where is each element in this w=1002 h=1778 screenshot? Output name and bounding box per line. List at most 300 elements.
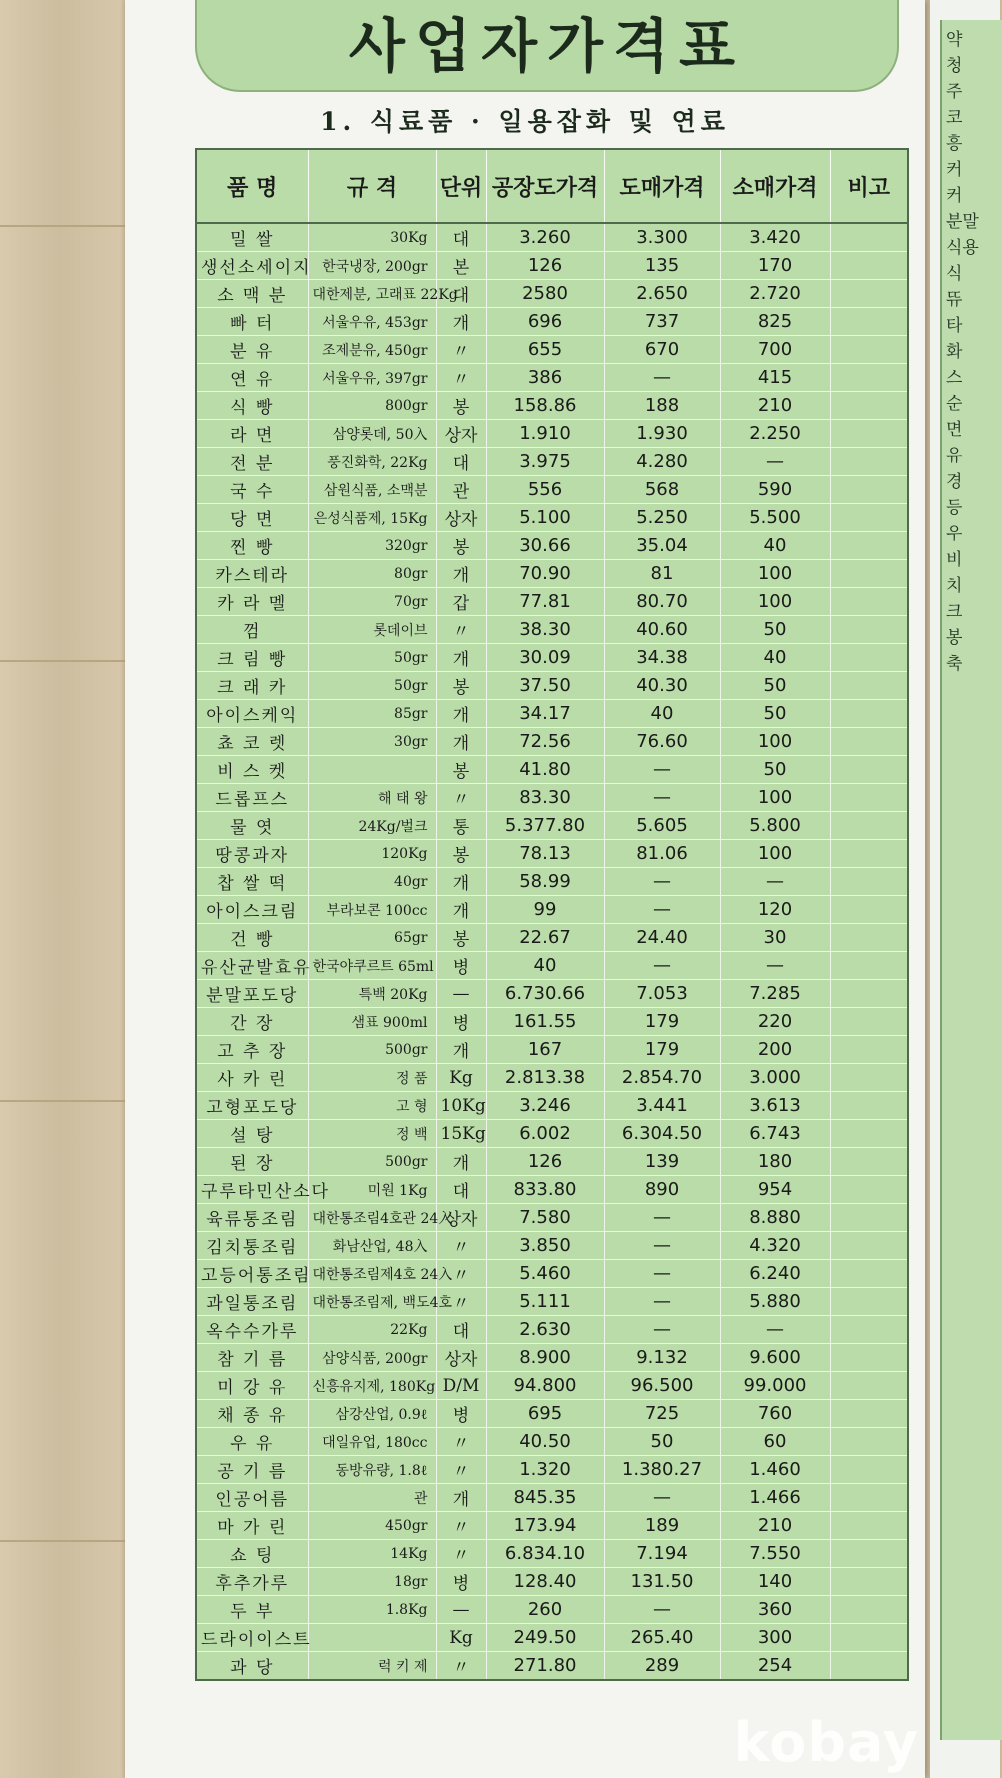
cell-spec: 18gr (308, 1568, 436, 1596)
cell-wholesale-price: 35.04 (604, 532, 720, 560)
cell-spec: 30Kg (308, 223, 436, 252)
cell-factory-price: 271.80 (486, 1652, 604, 1681)
table-row (196, 476, 908, 504)
price-rows (196, 223, 908, 1680)
cell-retail-price: 1.466 (720, 1484, 830, 1512)
cell-retail-price: 40 (720, 644, 830, 672)
cell-spec: 대한통조림제, 백도4호 (308, 1288, 436, 1316)
cell-retail-price: 170 (720, 252, 830, 280)
cell-wholesale-price: 4.280 (604, 448, 720, 476)
cell-spec: 80gr (308, 560, 436, 588)
cell-wholesale-price: 3.441 (604, 1092, 720, 1120)
cell-retail-price: 8.880 (720, 1204, 830, 1232)
cell-note (830, 1260, 908, 1288)
table-row (196, 336, 908, 364)
cell-spec: 은성식품제, 15Kg (308, 504, 436, 532)
cell-retail-price: 954 (720, 1176, 830, 1204)
header-item-name: 품 명 (196, 149, 308, 223)
cell-spec: 40gr (308, 868, 436, 896)
table-row (196, 1036, 908, 1064)
table-row (196, 1652, 908, 1681)
cell-note (830, 1540, 908, 1568)
cell-item-name: 과일통조림 (196, 1288, 308, 1316)
cell-note (830, 1288, 908, 1316)
table-row (196, 952, 908, 980)
cell-unit: 봉 (436, 840, 486, 868)
cell-item-name: 껌 (196, 616, 308, 644)
cell-spec: 500gr (308, 1036, 436, 1064)
table-row (196, 504, 908, 532)
cell-retail-price: 5.800 (720, 812, 830, 840)
table-row (196, 364, 908, 392)
cell-unit: 봉 (436, 672, 486, 700)
section-title: 1. 식료품 · 일용잡화 및 연료 (320, 107, 730, 136)
cell-item-name: 빠 터 (196, 308, 308, 336)
cell-item-name: 비 스 켓 (196, 756, 308, 784)
cell-factory-price: 58.99 (486, 868, 604, 896)
cell-spec (308, 1624, 436, 1652)
cell-factory-price: 30.66 (486, 532, 604, 560)
cell-unit: 개 (436, 896, 486, 924)
table-row (196, 1092, 908, 1120)
table-row (196, 672, 908, 700)
table-row (196, 1260, 908, 1288)
cell-retail-price: 6.240 (720, 1260, 830, 1288)
cell-spec: 삼양롯데, 50入 (308, 420, 436, 448)
cell-retail-price: 100 (720, 560, 830, 588)
cell-note (830, 1176, 908, 1204)
cell-factory-price: 41.80 (486, 756, 604, 784)
cell-note (830, 980, 908, 1008)
cell-retail-price: 100 (720, 840, 830, 868)
cell-unit: 〃 (436, 1428, 486, 1456)
cell-factory-price: 6.730.66 (486, 980, 604, 1008)
cell-note (830, 532, 908, 560)
adjacent-poster-char: 등 (946, 498, 963, 518)
cell-item-name: 땅콩과자 (196, 840, 308, 868)
table-row (196, 616, 908, 644)
cell-factory-price: 34.17 (486, 700, 604, 728)
cell-item-name: 김치통조림 (196, 1232, 308, 1260)
cell-note (830, 1204, 908, 1232)
cell-wholesale-price: 5.250 (604, 504, 720, 532)
adjacent-poster-char: 커 (946, 160, 963, 180)
cell-retail-price: 40 (720, 532, 830, 560)
cell-unit: 대 (436, 1316, 486, 1344)
cell-unit: 대 (436, 1176, 486, 1204)
cell-factory-price: 3.975 (486, 448, 604, 476)
cell-unit: 대 (436, 448, 486, 476)
cell-retail-price: 30 (720, 924, 830, 952)
cell-wholesale-price: — (604, 1232, 720, 1260)
cell-item-name: 연 유 (196, 364, 308, 392)
cell-unit: 10Kg (436, 1092, 486, 1120)
cell-unit: 대 (436, 223, 486, 252)
cell-unit: 상자 (436, 504, 486, 532)
cell-spec: 관 (308, 1484, 436, 1512)
cell-spec: 450gr (308, 1512, 436, 1540)
cell-item-name: 옥수수가루 (196, 1316, 308, 1344)
cell-item-name: 참 기 름 (196, 1344, 308, 1372)
table-row (196, 1316, 908, 1344)
cell-factory-price: 167 (486, 1036, 604, 1064)
cell-note (830, 644, 908, 672)
cell-factory-price: 83.30 (486, 784, 604, 812)
cell-factory-price: 655 (486, 336, 604, 364)
cell-unit: 개 (436, 644, 486, 672)
cell-note (830, 756, 908, 784)
cell-wholesale-price: 289 (604, 1652, 720, 1681)
cell-retail-price: 415 (720, 364, 830, 392)
cell-wholesale-price: 568 (604, 476, 720, 504)
cell-spec: 50gr (308, 672, 436, 700)
cell-item-name: 된 장 (196, 1148, 308, 1176)
cell-retail-price: 50 (720, 700, 830, 728)
cell-factory-price: 833.80 (486, 1176, 604, 1204)
cell-factory-price: 2.630 (486, 1316, 604, 1344)
cell-spec: 22Kg (308, 1316, 436, 1344)
cell-spec: 120Kg (308, 840, 436, 868)
poster-title: 사업자가격표 (348, 12, 746, 80)
cell-spec: 800gr (308, 392, 436, 420)
cell-note (830, 1036, 908, 1064)
cell-spec: 신흥유지제, 180Kg (308, 1372, 436, 1400)
cell-item-name: 찹 쌀 떡 (196, 868, 308, 896)
adjacent-poster (930, 0, 1000, 1778)
cell-wholesale-price: — (604, 1316, 720, 1344)
cell-retail-price: 4.320 (720, 1232, 830, 1260)
cell-wholesale-price: 40 (604, 700, 720, 728)
cell-retail-price: 99.000 (720, 1372, 830, 1400)
cell-retail-price: 100 (720, 728, 830, 756)
cell-note (830, 1344, 908, 1372)
cell-unit: 〃 (436, 784, 486, 812)
cell-spec: 동방유량, 1.8ℓ (308, 1456, 436, 1484)
cell-retail-price: 5.880 (720, 1288, 830, 1316)
cell-retail-price: 760 (720, 1400, 830, 1428)
cell-factory-price: 40 (486, 952, 604, 980)
cell-retail-price: 210 (720, 392, 830, 420)
cell-wholesale-price: 5.605 (604, 812, 720, 840)
adjacent-poster-char: 화 (946, 342, 963, 362)
cell-unit: 개 (436, 728, 486, 756)
cell-unit: — (436, 980, 486, 1008)
cell-factory-price: 249.50 (486, 1624, 604, 1652)
cell-factory-price: 22.67 (486, 924, 604, 952)
cell-spec: 85gr (308, 700, 436, 728)
table-row (196, 784, 908, 812)
cell-factory-price: 126 (486, 1148, 604, 1176)
cell-spec: 대한제분, 고래표 22Kg (308, 280, 436, 308)
cell-factory-price: 5.460 (486, 1260, 604, 1288)
header-note: 비고 (830, 149, 908, 223)
table-row (196, 1596, 908, 1624)
cell-retail-price: 9.600 (720, 1344, 830, 1372)
cell-item-name: 전 분 (196, 448, 308, 476)
cell-factory-price: 72.56 (486, 728, 604, 756)
cell-factory-price: 161.55 (486, 1008, 604, 1036)
cell-note (830, 1568, 908, 1596)
cell-factory-price: 70.90 (486, 560, 604, 588)
cell-note (830, 1232, 908, 1260)
cell-item-name: 과 당 (196, 1652, 308, 1681)
cell-wholesale-price: — (604, 364, 720, 392)
cell-item-name: 소 맥 분 (196, 280, 308, 308)
cell-note (830, 868, 908, 896)
cell-note (830, 672, 908, 700)
cell-factory-price: 77.81 (486, 588, 604, 616)
cell-note (830, 1596, 908, 1624)
cell-unit: 〃 (436, 364, 486, 392)
adjacent-poster-char: 경 (946, 472, 963, 492)
table-row (196, 1120, 908, 1148)
cell-spec: 샘표 900ml (308, 1008, 436, 1036)
cell-item-name: 채 종 유 (196, 1400, 308, 1428)
table-row (196, 1624, 908, 1652)
cell-factory-price: 2580 (486, 280, 604, 308)
table-row (196, 448, 908, 476)
cell-retail-price: 60 (720, 1428, 830, 1456)
adjacent-poster-char: 주 (946, 82, 963, 102)
cell-retail-price: 3.613 (720, 1092, 830, 1120)
cell-factory-price: 6.834.10 (486, 1540, 604, 1568)
price-table (195, 148, 909, 1681)
cell-spec: 미원 1Kg (308, 1176, 436, 1204)
cell-note (830, 1008, 908, 1036)
cell-retail-price: 50 (720, 672, 830, 700)
cell-spec: 70gr (308, 588, 436, 616)
table-row (196, 896, 908, 924)
table-header-row (196, 149, 908, 223)
cell-item-name: 물 엿 (196, 812, 308, 840)
cell-item-name: 국 수 (196, 476, 308, 504)
cell-wholesale-price: 1.930 (604, 420, 720, 448)
cell-wholesale-price: 737 (604, 308, 720, 336)
cell-retail-price: 825 (720, 308, 830, 336)
cell-factory-price: 845.35 (486, 1484, 604, 1512)
adjacent-poster-char: 우 (946, 524, 963, 544)
cell-unit: 15Kg (436, 1120, 486, 1148)
cell-factory-price: 3.850 (486, 1232, 604, 1260)
adjacent-poster-char: 커 (946, 186, 963, 206)
cell-spec: 24Kg/벌크 (308, 812, 436, 840)
cell-wholesale-price: 131.50 (604, 1568, 720, 1596)
table-row (196, 1540, 908, 1568)
cell-spec: 30gr (308, 728, 436, 756)
cell-unit: 개 (436, 868, 486, 896)
cell-note (830, 1148, 908, 1176)
cell-note (830, 1064, 908, 1092)
cell-spec: 삼원식품, 소맥분 (308, 476, 436, 504)
table-row (196, 1400, 908, 1428)
cell-spec (308, 756, 436, 784)
cell-wholesale-price: 2.854.70 (604, 1064, 720, 1092)
cell-unit: 〃 (436, 1456, 486, 1484)
table-row (196, 728, 908, 756)
cell-retail-price: 50 (720, 616, 830, 644)
cell-item-name: 분 유 (196, 336, 308, 364)
cell-retail-price: 2.720 (720, 280, 830, 308)
cell-unit: 〃 (436, 336, 486, 364)
cell-retail-price: 100 (720, 588, 830, 616)
cell-wholesale-price: 189 (604, 1512, 720, 1540)
cell-retail-price: 3.000 (720, 1064, 830, 1092)
cell-retail-price: 7.285 (720, 980, 830, 1008)
table-row (196, 532, 908, 560)
adjacent-poster-char: 스 (946, 368, 963, 388)
cell-spec: 풍진화학, 22Kg (308, 448, 436, 476)
adjacent-poster-char: 뜌 (946, 290, 963, 310)
cell-note (830, 280, 908, 308)
cell-item-name: 아이스케익 (196, 700, 308, 728)
cell-factory-price: 40.50 (486, 1428, 604, 1456)
cell-note (830, 392, 908, 420)
adjacent-poster-char: 타 (946, 316, 963, 336)
table-row (196, 223, 908, 252)
cell-factory-price: 556 (486, 476, 604, 504)
cell-spec: 65gr (308, 924, 436, 952)
floor-seam (0, 1540, 125, 1542)
cell-item-name: 육류통조림 (196, 1204, 308, 1232)
cell-note (830, 560, 908, 588)
cell-note (830, 1092, 908, 1120)
cell-spec: 한국냉장, 200gr (308, 252, 436, 280)
table-row (196, 700, 908, 728)
cell-retail-price: — (720, 448, 830, 476)
cell-wholesale-price: — (604, 1596, 720, 1624)
cell-wholesale-price: 81.06 (604, 840, 720, 868)
cell-item-name: 크 림 빵 (196, 644, 308, 672)
cell-retail-price: — (720, 952, 830, 980)
table-row (196, 1456, 908, 1484)
cell-spec: 화남산업, 48入 (308, 1232, 436, 1260)
cell-unit: 〃 (436, 1288, 486, 1316)
table-row (196, 1232, 908, 1260)
cell-wholesale-price: 9.132 (604, 1344, 720, 1372)
cell-factory-price: 695 (486, 1400, 604, 1428)
cell-factory-price: 5.377.80 (486, 812, 604, 840)
cell-wholesale-price: 670 (604, 336, 720, 364)
cell-spec: 14Kg (308, 1540, 436, 1568)
cell-note (830, 896, 908, 924)
cell-factory-price: 8.900 (486, 1344, 604, 1372)
cell-factory-price: 128.40 (486, 1568, 604, 1596)
cell-factory-price: 158.86 (486, 392, 604, 420)
table-row (196, 1288, 908, 1316)
cell-wholesale-price: — (604, 1204, 720, 1232)
cell-item-name: 간 장 (196, 1008, 308, 1036)
cell-wholesale-price: 179 (604, 1036, 720, 1064)
cell-unit: Kg (436, 1064, 486, 1092)
cell-retail-price: 360 (720, 1596, 830, 1624)
cell-item-name: 미 강 유 (196, 1372, 308, 1400)
cell-retail-price: 220 (720, 1008, 830, 1036)
cell-wholesale-price: 7.194 (604, 1540, 720, 1568)
cell-item-name: 유산균발효유 (196, 952, 308, 980)
cell-unit: 〃 (436, 1652, 486, 1681)
cell-unit: 개 (436, 1484, 486, 1512)
cell-wholesale-price: 179 (604, 1008, 720, 1036)
cell-note (830, 223, 908, 252)
cell-note (830, 364, 908, 392)
cell-note (830, 924, 908, 952)
cell-wholesale-price: — (604, 756, 720, 784)
table-row (196, 308, 908, 336)
cell-spec: 320gr (308, 532, 436, 560)
cell-retail-price: 254 (720, 1652, 830, 1681)
cell-item-name: 식 빵 (196, 392, 308, 420)
cell-factory-price: 1.320 (486, 1456, 604, 1484)
cell-wholesale-price: 3.300 (604, 223, 720, 252)
cell-unit: 병 (436, 1400, 486, 1428)
cell-item-name: 고등어통조림 (196, 1260, 308, 1288)
cell-wholesale-price: 50 (604, 1428, 720, 1456)
cell-wholesale-price: 6.304.50 (604, 1120, 720, 1148)
cell-note (830, 1120, 908, 1148)
floor-seam (0, 660, 125, 662)
cell-wholesale-price: 188 (604, 392, 720, 420)
cell-factory-price: 386 (486, 364, 604, 392)
cell-spec: 조제분유, 450gr (308, 336, 436, 364)
cell-note (830, 1624, 908, 1652)
cell-item-name: 라 면 (196, 420, 308, 448)
table-row (196, 1344, 908, 1372)
cell-unit: 대 (436, 280, 486, 308)
table-row (196, 1176, 908, 1204)
cell-note (830, 812, 908, 840)
cell-wholesale-price: 890 (604, 1176, 720, 1204)
cell-factory-price: 6.002 (486, 1120, 604, 1148)
cell-spec: 정 백 (308, 1120, 436, 1148)
cell-note (830, 420, 908, 448)
cell-wholesale-price: 7.053 (604, 980, 720, 1008)
cell-item-name: 우 유 (196, 1428, 308, 1456)
header-wholesale-price: 도매가격 (604, 149, 720, 223)
cell-note (830, 448, 908, 476)
table-row (196, 756, 908, 784)
cell-retail-price: — (720, 868, 830, 896)
cell-item-name: 설 탕 (196, 1120, 308, 1148)
cell-unit: 병 (436, 952, 486, 980)
cell-item-name: 드라이이스트 (196, 1624, 308, 1652)
table-row (196, 1484, 908, 1512)
adjacent-poster-char: 약 (946, 30, 963, 50)
cell-item-name: 고형포도당 (196, 1092, 308, 1120)
adjacent-poster-char: 식용 (946, 238, 979, 258)
cell-wholesale-price: — (604, 952, 720, 980)
cell-retail-price: 100 (720, 784, 830, 812)
cell-retail-price: 200 (720, 1036, 830, 1064)
cell-spec: 500gr (308, 1148, 436, 1176)
cell-wholesale-price: — (604, 1260, 720, 1288)
cell-retail-price: 50 (720, 756, 830, 784)
cell-spec: 50gr (308, 644, 436, 672)
cell-wholesale-price: 96.500 (604, 1372, 720, 1400)
cell-note (830, 336, 908, 364)
cell-item-name: 아이스크림 (196, 896, 308, 924)
table-row (196, 1568, 908, 1596)
cell-factory-price: 5.111 (486, 1288, 604, 1316)
cell-item-name: 쵸 코 렛 (196, 728, 308, 756)
cell-factory-price: 7.580 (486, 1204, 604, 1232)
cell-retail-price: 7.550 (720, 1540, 830, 1568)
cell-item-name: 후추가루 (196, 1568, 308, 1596)
cell-wholesale-price: 34.38 (604, 644, 720, 672)
cell-retail-price: 590 (720, 476, 830, 504)
cell-unit: 〃 (436, 1232, 486, 1260)
cell-item-name: 마 가 린 (196, 1512, 308, 1540)
cell-factory-price: 3.246 (486, 1092, 604, 1120)
